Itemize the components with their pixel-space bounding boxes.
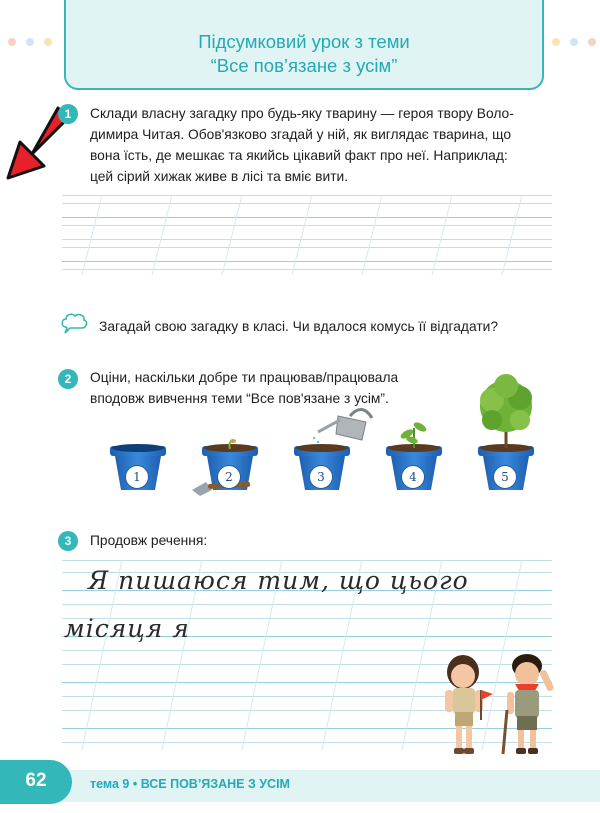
decor-dot — [588, 38, 596, 46]
pot-rating-label[interactable]: 1 — [125, 465, 149, 489]
task-2-line: Оціни, наскільки добре ти працював/працювала — [90, 370, 399, 385]
task-1-badge: 1 — [58, 104, 78, 124]
lesson-title-box — [64, 0, 544, 90]
page-number-box — [0, 760, 72, 804]
task-1-line: Склади власну загадку про будь-яку тварину — героя твору Воло- — [90, 106, 514, 121]
handwritten-line-1: Я пишаюся тим, що цього — [88, 566, 469, 595]
task-2-line: вподовж вивчення теми “Все пов'язане з усім”. — [90, 391, 389, 406]
decor-dot — [26, 38, 34, 46]
task-1-line: вона їсть, де мешкає та якийсь цікавий факт про неї. Наприклад: — [90, 148, 508, 163]
footer-topic-label: тема 9 • ВСЕ ПОВ’ЯЗАНЕ З УСІМ — [90, 777, 290, 791]
pot-rating-label[interactable]: 3 — [309, 465, 333, 489]
kids-illustration — [435, 650, 575, 758]
lesson-title-line2: “Все пов’язане з усім” — [210, 55, 398, 76]
decor-dot — [44, 38, 52, 46]
boy-figure — [503, 654, 555, 754]
pot-rating-label[interactable]: 4 — [401, 465, 425, 489]
speech-bubble-icon — [60, 313, 88, 335]
discussion-text: Загадай свою загадку в класі. Чи вдалося комусь її відгадати? — [99, 319, 499, 334]
pot-rating-label[interactable]: 2 — [217, 465, 241, 489]
pot-rating-label[interactable]: 5 — [493, 465, 517, 489]
handwritten-line-2: місяця я — [64, 614, 190, 643]
lesson-title-line1: Підсумковий урок з теми — [198, 31, 410, 52]
task-1-line: цей сірий хижак живе в лісі та вміє вити. — [90, 169, 349, 184]
task-1-line: димира Читая. Обов'язково згадай у ній, як виглядає тварина, що — [90, 127, 512, 142]
watering-can-icon — [313, 409, 372, 443]
page-number: 62 — [25, 770, 47, 791]
task-2-badge: 2 — [58, 369, 78, 389]
decor-dot — [552, 38, 560, 46]
page-footer — [0, 760, 600, 813]
task-1-slant-guides — [62, 195, 552, 275]
task-3-text: Продовж речення: — [90, 533, 208, 548]
decor-dot — [570, 38, 578, 46]
task-1-text — [90, 103, 560, 187]
task-3-badge: 3 — [58, 531, 78, 551]
decor-dot — [8, 38, 16, 46]
girl-figure — [445, 655, 483, 754]
